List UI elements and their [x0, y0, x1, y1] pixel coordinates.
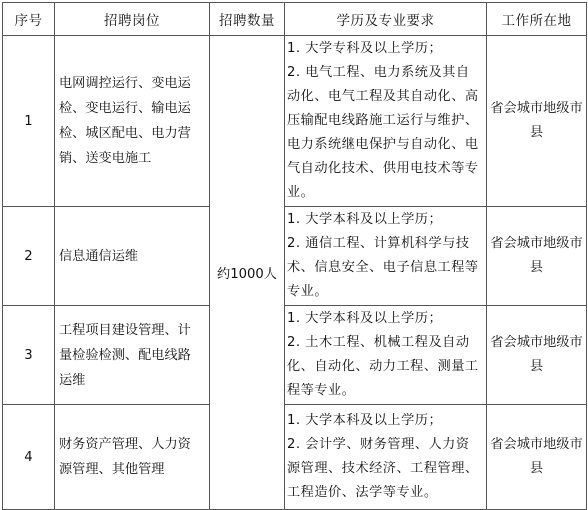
header-row	[3, 3, 587, 36]
row-location: 省会城市地级市县	[487, 405, 587, 510]
row-location: 省会城市地级市县	[487, 306, 587, 405]
quantity-cell: 约1000人	[210, 36, 285, 510]
row-requirements	[285, 405, 487, 510]
requirement-line: 2. 通信工程、计算机科学与技术、信息安全、电子信息工程等专业。	[287, 236, 479, 299]
requirement-line: 1. 大学专科及以上学历；	[287, 41, 443, 56]
requirement-line: 2. 电气工程、电力系统及其自动化、电气工程及其自动化、高压输配电线路施工运行与维护、电力系统继电保护与自动化、电气自动化技术、供用电技术等专业。	[287, 65, 479, 200]
row-index: 4	[3, 405, 55, 510]
requirement-line: 1. 大学本科及以上学历；	[287, 311, 443, 326]
row-location: 省会城市地级市县	[487, 36, 587, 207]
row-position: 电网调控运行、变电运检、变电运行、输电运检、城区配电、电力营销、送变电施工	[55, 36, 210, 207]
row-position: 信息通信运维	[55, 207, 210, 306]
row-location: 省会城市地级市县	[487, 207, 587, 306]
header-position: 招聘岗位	[55, 3, 210, 36]
row-position: 工程项目建设管理、计量检验检测、配电线路运维	[55, 306, 210, 405]
row-requirements	[285, 36, 487, 207]
row-requirements	[285, 306, 487, 405]
requirement-line: 1. 大学本科及以上学历；	[287, 413, 443, 428]
recruitment-table	[2, 2, 587, 510]
header-index: 序号	[3, 3, 55, 36]
requirement-line: 2. 土木工程、机械工程及自动化、自动化、动力工程、测量工程等专业。	[287, 335, 479, 398]
table-row	[3, 36, 587, 207]
header-quantity: 招聘数量	[210, 3, 285, 36]
table-row	[3, 306, 587, 405]
header-requirements: 学历及专业要求	[285, 3, 487, 36]
row-index: 3	[3, 306, 55, 405]
table-row	[3, 405, 587, 510]
row-index: 1	[3, 36, 55, 207]
row-index: 2	[3, 207, 55, 306]
table-row	[3, 207, 587, 306]
header-location: 工作所在地	[487, 3, 587, 36]
row-position: 财务资产管理、人力资源管理、其他管理	[55, 405, 210, 510]
requirement-line: 2. 会计学、财务管理、人力资源管理、技术经济、工程管理、工程造价、法学等专业。	[287, 437, 479, 500]
requirement-line: 1. 大学本科及以上学历；	[287, 212, 443, 227]
row-requirements	[285, 207, 487, 306]
